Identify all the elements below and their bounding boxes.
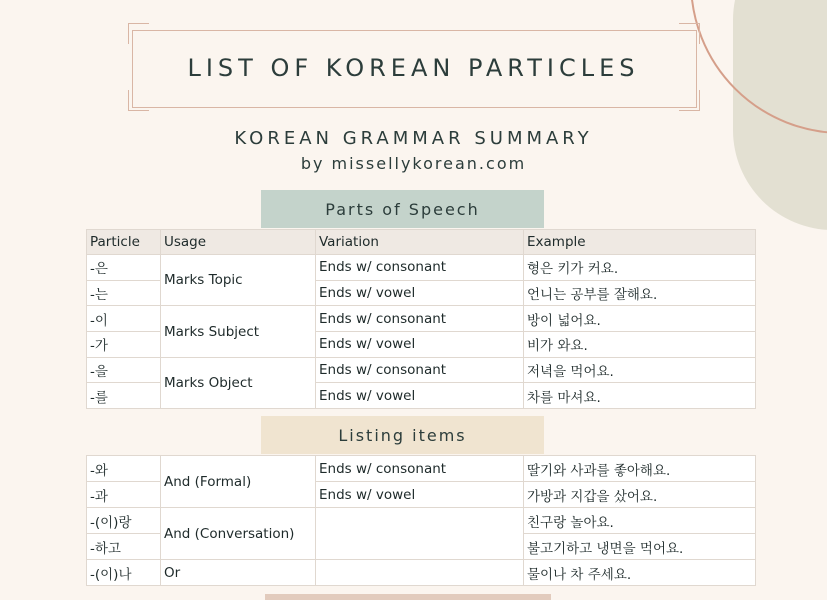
example-cell: 딸기와 사과를 좋아해요. — [524, 456, 756, 482]
page-subtitle: KOREAN GRAMMAR SUMMARY — [234, 128, 593, 149]
particle-cell: -(이)랑 — [87, 508, 161, 534]
listing-items-table — [86, 455, 756, 586]
particle-cell: -을 — [87, 357, 161, 383]
table-row — [87, 306, 756, 332]
usage-cell: Marks Subject — [161, 306, 316, 357]
table-row — [87, 255, 756, 281]
table-row — [87, 508, 756, 534]
example-cell: 불고기하고 냉면을 먹어요. — [524, 534, 756, 560]
byline: by missellykorean.com — [300, 154, 527, 173]
particle-cell: -는 — [87, 280, 161, 306]
table-row — [87, 357, 756, 383]
variation-cell: Ends w/ vowel — [316, 280, 524, 306]
section-header-parts-of-speech: Parts of Speech — [261, 190, 544, 228]
table-row — [87, 456, 756, 482]
header-variation: Variation — [316, 230, 524, 255]
variation-cell: Ends w/ consonant — [316, 357, 524, 383]
example-cell: 가방과 지갑을 샀어요. — [524, 482, 756, 508]
usage-cell: And (Formal) — [161, 456, 316, 508]
table-row — [87, 560, 756, 586]
usage-cell: And (Conversation) — [161, 508, 316, 560]
variation-cell: Ends w/ vowel — [316, 383, 524, 409]
particle-cell: -(이)나 — [87, 560, 161, 586]
bottom-strip — [265, 594, 551, 600]
example-cell: 형은 키가 커요. — [524, 255, 756, 281]
example-cell: 언니는 공부를 잘해요. — [524, 280, 756, 306]
particle-cell: -과 — [87, 482, 161, 508]
usage-cell: Or — [161, 560, 316, 586]
example-cell: 차를 마셔요. — [524, 383, 756, 409]
variation-cell: Ends w/ vowel — [316, 482, 524, 508]
header-usage: Usage — [161, 230, 316, 255]
section-header-listing-items: Listing items — [261, 416, 544, 454]
variation-cell — [316, 508, 524, 560]
particle-cell: -이 — [87, 306, 161, 332]
variation-cell — [316, 560, 524, 586]
usage-cell: Marks Topic — [161, 255, 316, 306]
particle-cell: -하고 — [87, 534, 161, 560]
table-header-row — [87, 230, 756, 255]
usage-cell: Marks Object — [161, 357, 316, 408]
example-cell: 친구랑 놀아요. — [524, 508, 756, 534]
parts-of-speech-table — [86, 229, 756, 409]
particle-cell: -를 — [87, 383, 161, 409]
particle-cell: -와 — [87, 456, 161, 482]
particle-cell: -은 — [87, 255, 161, 281]
page-title: LIST OF KOREAN PARTICLES — [187, 54, 640, 82]
header-example: Example — [524, 230, 756, 255]
example-cell: 비가 와요. — [524, 332, 756, 358]
example-cell: 물이나 차 주세요. — [524, 560, 756, 586]
variation-cell: Ends w/ consonant — [316, 306, 524, 332]
example-cell: 방이 넓어요. — [524, 306, 756, 332]
variation-cell: Ends w/ consonant — [316, 456, 524, 482]
particle-cell: -가 — [87, 332, 161, 358]
variation-cell: Ends w/ vowel — [316, 332, 524, 358]
header-particle: Particle — [87, 230, 161, 255]
example-cell: 저녁을 먹어요. — [524, 357, 756, 383]
variation-cell: Ends w/ consonant — [316, 255, 524, 281]
